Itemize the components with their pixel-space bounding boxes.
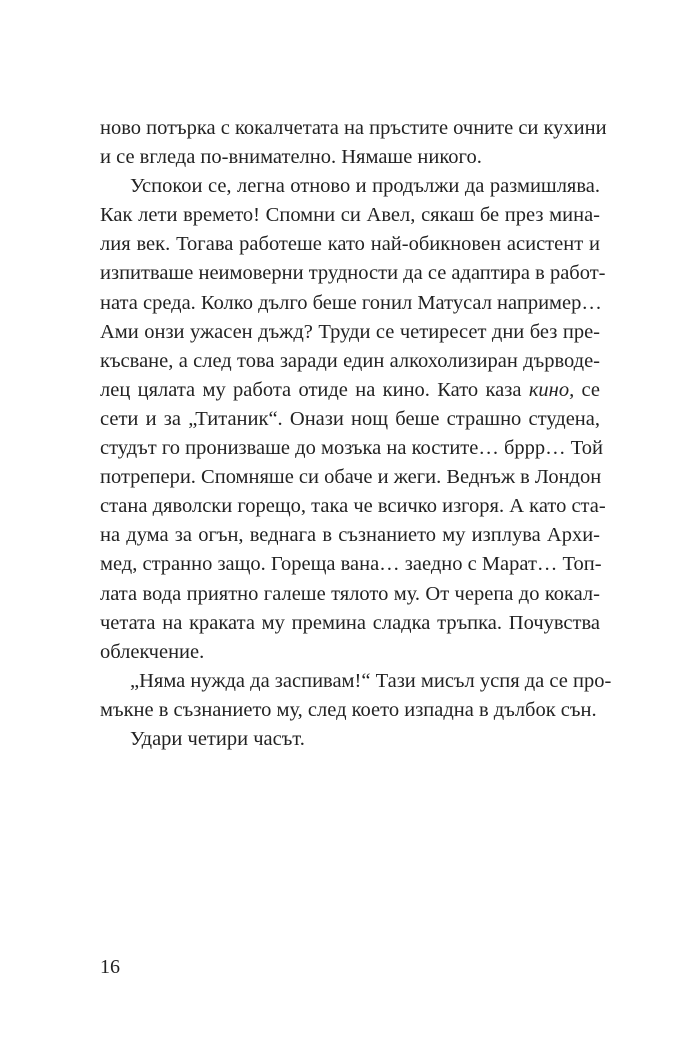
text-line: студът го пронизваше до мозъка на костите… бррр… Той xyxy=(100,437,604,460)
text-line: мед, странно защо. Гореща вана… заедно с Марат… Топ- xyxy=(100,553,602,576)
text-line: изпитваше неимоверни трудности да се адаптира в работ- xyxy=(100,262,606,285)
text-line: Успокои се, легна отново и продължи да размишлява. xyxy=(130,175,600,198)
text-line: Удари четири часът. xyxy=(130,727,305,750)
text-line: облекчение. xyxy=(100,640,205,663)
text-line: ново потърка с кокалчетата на пръстите очните си кухини xyxy=(100,117,607,139)
text-line: на дума за огън, веднага в съзнанието му изплува Архи- xyxy=(100,524,600,547)
text-line: сети и за „Титаник“. Онази нощ беше страшно студена, xyxy=(100,407,600,430)
text-line-with-italic: лец цялата му работа отиде на кино. Като каза кино, се xyxy=(100,378,601,401)
text-line: Как лети времето! Спомни си Авел, сякаш бе през мина- xyxy=(100,204,600,227)
text-line: лата вода приятно галеше тялото му. От черепа до кокал- xyxy=(100,582,600,605)
page-number: 16 xyxy=(100,956,120,978)
text-line: стана дяволски горещо, така че всичко изгоря. А като ста- xyxy=(100,495,606,518)
text-line: лия век. Тогава работеше като най-обикновен асистент и xyxy=(100,233,600,256)
text-line: късване, а след това заради един алкохолизиран дърводе- xyxy=(100,349,600,372)
text-line: и се вгледа по-внимателно. Нямаше никого. xyxy=(100,146,482,169)
text-line: Ами онзи ужасен дъжд? Труди се четиресет дни без пре- xyxy=(100,320,600,343)
text-line: четата на краката му премина сладка тръпка. Почувства xyxy=(100,611,600,634)
text-line: потрепери. Спомняше си обаче и жеги. Веднъж в Лондон xyxy=(100,466,602,489)
body-text xyxy=(100,114,612,754)
text-line: „Няма нужда да заспивам!“ Тази мисъл успя да се про- xyxy=(130,669,612,692)
text-line: мъкне в съзнанието му, след което изпадна в дълбок сън. xyxy=(100,698,597,721)
text-line: ната среда. Колко дълго беше гонил Матусал например… xyxy=(100,291,602,314)
